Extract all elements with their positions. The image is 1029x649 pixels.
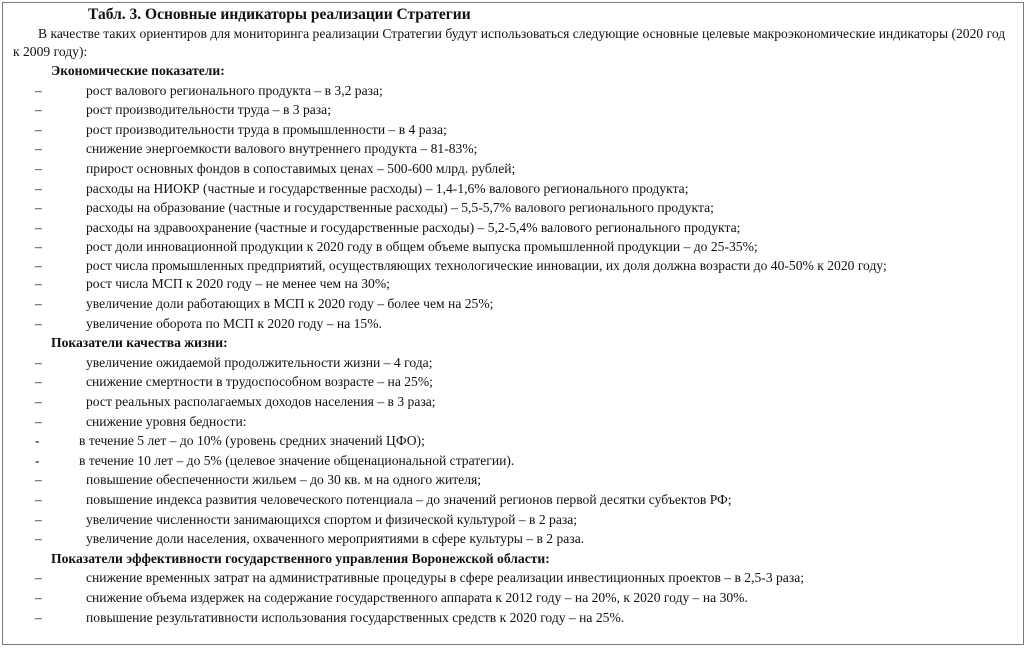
list-item-text: рост производительности труда в промышленности – в 4 раза; [86, 121, 447, 137]
dash-marker: – [35, 570, 42, 586]
list-item-text: в течение 5 лет – до 10% (уровень средних значений ЦФО); [79, 433, 425, 449]
dash-marker: – [35, 180, 42, 196]
list-item [13, 372, 1013, 392]
list-item-text: в течение 10 лет – до 5% (целевое значение общенациональной стратегии). [79, 452, 515, 468]
dash-marker: – [35, 531, 42, 547]
list-item-text: увеличение ожидаемой продолжительности жизни – 4 года; [86, 354, 433, 370]
dash-marker: – [35, 141, 42, 157]
sub-list-item [13, 431, 1013, 451]
dash-marker: – [35, 394, 42, 409]
hyphen-marker: - [35, 433, 40, 449]
list-item-text: рост реальных располагаемых доходов населения – в 3 раза; [86, 394, 436, 409]
list-item-text: увеличение численности занимающихся спортом и физической культурой – в 2 раза; [86, 511, 578, 527]
list-item [13, 470, 1013, 490]
list-item-text: расходы на образование (частные и государственные расходы) – 5,5-5,7% валового регионального продукта; [86, 200, 714, 216]
dash-marker: – [35, 315, 42, 331]
list-item [13, 81, 1013, 101]
list-item [13, 353, 1013, 373]
list-item [13, 608, 1013, 628]
list-item-text: расходы на НИОКР (частные и государственные расходы) – 1,4-1,6% валового регионального продукта; [86, 180, 689, 196]
list-item [13, 120, 1013, 140]
list-item-text: повышение результативности использования государственных средств к 2020 году – на 25%. [86, 609, 625, 625]
intro-paragraph: В качестве таких ориентиров для мониторинга реализации Стратегии будут использоваться следующие основные целевые макроэкономические индикаторы (2020 год к 2009 году): [13, 26, 1006, 59]
list-item [13, 139, 1013, 159]
dash-marker: – [35, 296, 42, 312]
list-item [13, 179, 1013, 199]
section-heading-quality-of-life: Показатели качества жизни: [51, 335, 228, 351]
dash-marker: – [35, 354, 42, 370]
dash-marker: – [35, 589, 42, 605]
section-heading-governance: Показатели эффективности государственного управления Воронежской области: [51, 550, 550, 566]
list-item-text: повышение индекса развития человеческого потенциала – до значений регионов первой десятки субъектов РФ; [86, 491, 732, 507]
list-item-text: рост числа промышленных предприятий, осуществляющих технологические инновации, их доля должна возрасти до 40-50% к 2020 году; [86, 257, 887, 273]
list-item [13, 568, 1013, 588]
list-item [13, 257, 1013, 275]
dash-marker: – [35, 102, 42, 118]
list-item [13, 529, 1013, 549]
sub-list-item [13, 451, 1013, 471]
list-item-text: снижение временных затрат на административные процедуры в сфере реализации инвестиционных проектов – в 2,5-3 раза; [86, 570, 805, 586]
list-item-text: рост валового регионального продукта – в 3,2 раза; [86, 82, 383, 98]
list-item-text: рост производительности труда – в 3 раза; [86, 102, 331, 118]
list-item [13, 159, 1013, 179]
list-item-text: снижение смертности в трудоспособном возрасте – на 25%; [86, 374, 433, 390]
list-item [13, 294, 1013, 314]
list-item-text: расходы на здравоохранение (частные и государственные расходы) – 5,2-5,4% валового регионального продукта; [86, 219, 741, 235]
list-item [13, 100, 1013, 120]
table-title: Табл. 3. Основные индикаторы реализации Стратегии [88, 6, 471, 23]
list-item [13, 588, 1013, 608]
dash-marker: – [35, 200, 42, 216]
list-item-text: снижение объема издержек на содержание государственного аппарата к 2012 году – на 20%, к 2020 году – на 30%. [86, 589, 748, 605]
list-item [13, 510, 1013, 530]
list-item [13, 218, 1013, 238]
list-item [13, 392, 1013, 412]
hyphen-marker: - [35, 452, 40, 468]
dash-marker: – [35, 219, 42, 235]
list-item-text: увеличение доли населения, охваченного мероприятиями в сфере культуры – в 2 раза. [86, 531, 585, 547]
list-item [13, 314, 1013, 334]
dash-marker: – [35, 160, 42, 176]
list-item-text: рост числа МСП к 2020 году – не менее чем на 30%; [86, 276, 390, 292]
dash-marker: – [35, 121, 42, 137]
section-heading-economic: Экономические показатели: [51, 63, 225, 78]
list-item [13, 274, 1013, 294]
dash-marker: – [35, 472, 42, 488]
list-item-text: увеличение доли работающих в МСП к 2020 году – более чем на 25%; [86, 296, 494, 312]
dash-marker: – [35, 511, 42, 527]
list-item-text: прирост основных фондов в сопоставимых ценах – 500-600 млрд. рублей; [86, 160, 516, 176]
document-body [13, 5, 1013, 627]
list-item-text: снижение энергоемкости валового внутреннего продукта – 81-83%; [86, 141, 478, 157]
list-item [13, 412, 1013, 432]
list-item-text: увеличение оборота по МСП к 2020 году – на 15%. [86, 315, 382, 331]
list-item [13, 237, 1013, 257]
list-item-text: рост доли инновационной продукции к 2020 году в общем объеме выпуска промышленной продукции – до 25-35%; [86, 239, 758, 255]
dash-marker: – [35, 82, 42, 98]
list-item-text: повышение обеспеченности жильем – до 30 кв. м на одного жителя; [86, 472, 482, 488]
dash-marker: – [35, 276, 42, 292]
list-item [13, 490, 1013, 510]
list-item [13, 198, 1013, 218]
dash-marker: – [35, 239, 42, 255]
dash-marker: – [35, 257, 42, 273]
dash-marker: – [35, 374, 42, 390]
dash-marker: – [35, 491, 42, 507]
dash-marker: – [35, 609, 42, 625]
list-item-text: снижение уровня бедности: [86, 413, 247, 429]
dash-marker: – [35, 413, 42, 429]
